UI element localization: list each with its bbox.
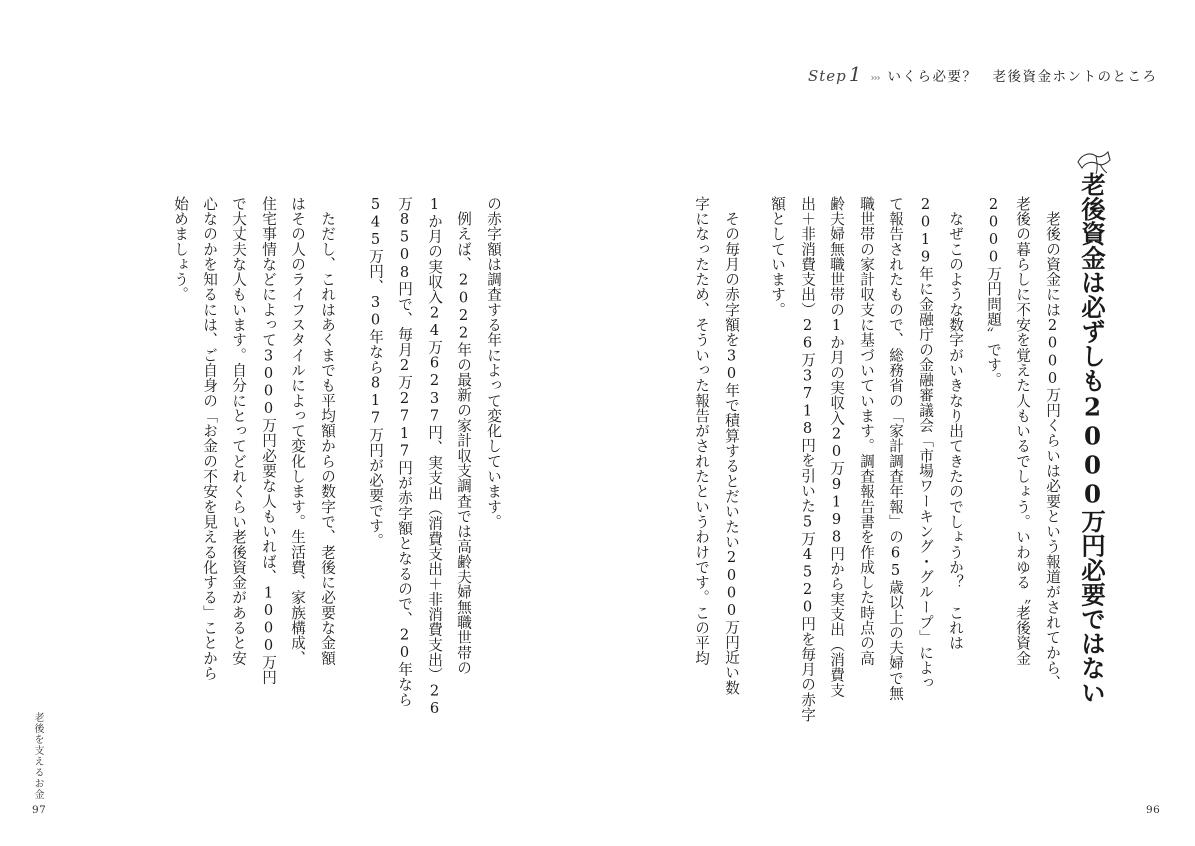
step-label xyxy=(808,62,863,86)
book-title: 老後を支えるお金 xyxy=(32,712,43,800)
body-line: 心なのかを知るには、ご自身の「お金の不安を見える化する」ことから xyxy=(201,196,218,681)
running-header xyxy=(808,62,1158,86)
body-line: 老後の資金には2000万円くらいは必要という報道がされてから、 xyxy=(1044,196,1061,691)
body-line: 始めましょう。 xyxy=(172,196,189,303)
body-line: て報告されたもので、総務省の「家計調査年報」の65歳以上の夫婦で無 xyxy=(887,196,904,701)
step-arrows: ››› xyxy=(870,73,880,84)
body-line: 住宅事情などによって3000万円必要な人もいれば、1000万円 xyxy=(260,196,277,685)
body-line: 齢夫婦無職世帯の1か月の実収入20万9198円から実支出（消費支 xyxy=(828,196,845,698)
body-line: 額としています。 xyxy=(769,196,786,318)
body-line: ただし、これはあくまでも平均額からの数字で、老後に必要な金額 xyxy=(319,196,336,666)
body-line: 545万円、30年なら817万円が必要です。 xyxy=(367,196,384,549)
page-number-left: 97 xyxy=(32,804,47,816)
body-line: で大丈夫な人もいます。自分にとってどれくらい老後資金があると安 xyxy=(230,196,247,666)
body-line: 職世帯の家計収支に基づいています。調査報告書を作成した時点の高 xyxy=(858,196,875,666)
step-number: 1 xyxy=(848,62,863,86)
body-line: 出＋非消費支出）26万3718円を引いた5万4520円を毎月の赤字 xyxy=(799,196,816,723)
step-word: Step xyxy=(808,67,847,85)
body-line: 字になったため、そういった報告がされたというわけです。この平均 xyxy=(693,196,710,666)
body-line: の赤字額は調査する年によって変化しています。 xyxy=(485,196,502,530)
body-line: 老後の暮らしに不安を覚えた人もいるでしょう。いわゆる〝老後資金 xyxy=(1014,196,1031,666)
body-line: その毎月の赤字額を30年で積算するとだいたい2000万円近い数 xyxy=(723,196,740,696)
body-line: なぜこのような数字がいきなり出てきたのでしょうか？ これは xyxy=(947,196,964,651)
page-number-right: 96 xyxy=(1146,804,1161,816)
body-line: 2000万円問題〟です。 xyxy=(985,196,1002,388)
article-heading: 老後資金は必ずしも2000万円必要ではない xyxy=(1078,172,1107,705)
body-line: 1か月の実収入24万6237円、実支出（消費支出＋非消費支出）26 xyxy=(426,196,443,718)
body-line: 万8508円で、毎月2万2717円が赤字額となるので、20年なら xyxy=(396,196,413,708)
body-line: 2019年に金融庁の金融審議会「市場ワーキング・グループ」によっ xyxy=(917,196,934,691)
body-line: 例えば、2022年の最新の家計収支調査では高齢夫婦無職世帯の xyxy=(455,196,472,676)
chapter-title: いくら必要？ 老後資金ホントのところ xyxy=(887,69,1158,85)
body-line: はその人のライフスタイルによって変化します。生活費、家族構成、 xyxy=(289,196,306,666)
